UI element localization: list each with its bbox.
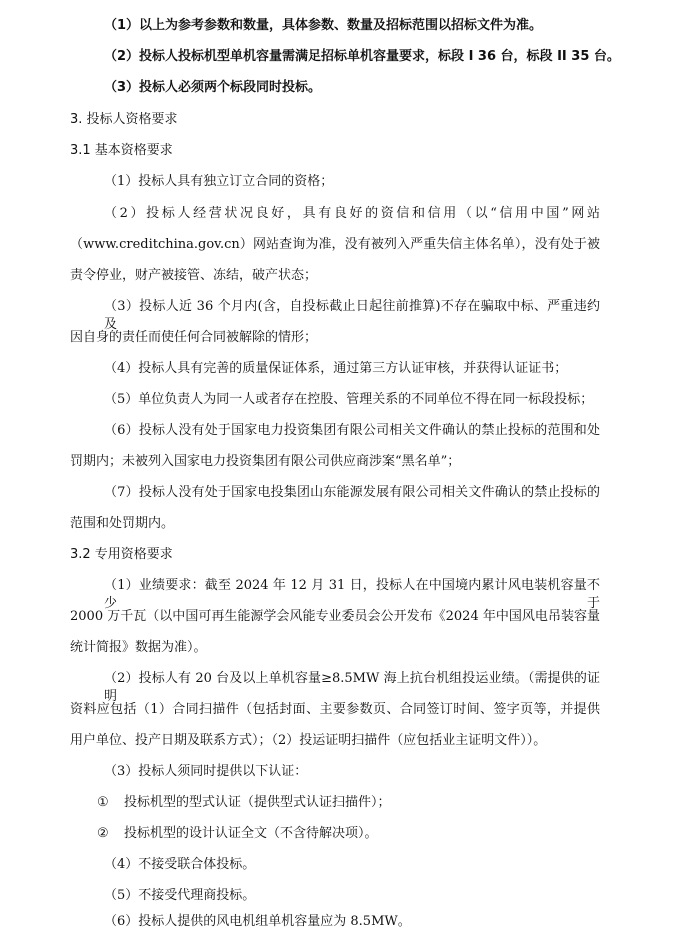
basic-item-3-line-1: （3）投标人近 36 个月内(含，自投标截止日起往前推算)不存在骗取中标、严重违约及 <box>104 299 600 332</box>
note-2: （2）投标人投标机型单机容量需满足招标单机容量要求，标段 I 36 台，标段 II 35 台。 <box>104 49 620 64</box>
note-3: （3）投标人必须两个标段同时投标。 <box>104 80 322 95</box>
cert-1-text: 投标机型的型式认证（提供型式认证扫描件）； <box>124 795 391 810</box>
basic-item-7-line-2: 范围和处罚期内。 <box>70 516 175 531</box>
basic-item-2-line-1: （2）投标人经营状况良好，具有良好的资信和信用（以“信用中国”网站 <box>104 206 600 221</box>
cert-2-marker: ② <box>97 826 109 841</box>
basic-item-5: （5）单位负责人为同一人或者存在控股、管理关系的不同单位不得在同一标段投标； <box>104 392 594 407</box>
special-item-2-line-1: （2）投标人有 20 台及以上单机容量≥8.5MW 海上抗台机组投运业绩。（需提供的证明 <box>104 671 600 704</box>
cert-1-marker: ① <box>97 795 109 810</box>
special-item-2-line-3: 用户单位、投产日期及联系方式）；（2）投运证明扫描件（应包括业主证明文件））。 <box>70 733 547 748</box>
basic-item-2-line-2: （www.creditchina.gov.cn）网站查询为准，没有被列入严重失信主体名单），没有处于被 <box>70 237 600 252</box>
basic-item-6-line-1: （6）投标人没有处于国家电力投资集团有限公司相关文件确认的禁止投标的范围和处 <box>104 423 600 438</box>
cert-2-text: 投标机型的设计认证全文（不含待解决项）。 <box>124 826 378 841</box>
special-item-3: （3）投标人须同时提供以下认证： <box>104 764 308 779</box>
section-3-heading: 3. 投标人资格要求 <box>70 112 178 127</box>
special-item-4: （4）不接受联合体投标。 <box>104 857 256 872</box>
special-item-2-line-2: 资料应包括（1）合同扫描件（包括封面、主要参数页、合同签订时间、签字页等，并提供 <box>70 702 600 717</box>
special-item-1-line-1: （1）业绩要求：截至 2024 年 12 月 31 日，投标人在中国境内累计风电装机容量不少于 <box>104 578 600 611</box>
basic-item-2-line-3: 责令停业，财产被接管、冻结，破产状态； <box>70 268 318 283</box>
section-3-1-heading: 3.1 基本资格要求 <box>70 143 173 158</box>
special-item-5: （5）不接受代理商投标。 <box>104 888 256 903</box>
special-item-1-line-2: 2000 万千瓦（以中国可再生能源学会风能专业委员会公开发布《2024 年中国风电吊装容量 <box>70 609 600 624</box>
basic-item-4: （4）投标人具有完善的质量保证体系，通过第三方认证审核，并获得认证证书； <box>104 361 568 376</box>
basic-item-1: （1）投标人具有独立订立合同的资格； <box>104 174 334 189</box>
basic-item-6-line-2: 罚期内；未被列入国家电力投资集团有限公司供应商涉案“黑名单”； <box>70 454 461 469</box>
basic-item-3-line-2: 因自身的责任而使任何合同被解除的情形； <box>70 330 318 345</box>
special-item-1-line-3: 统计简报》数据为准）。 <box>70 640 207 655</box>
section-3-2-heading: 3.2 专用资格要求 <box>70 547 173 562</box>
note-1: （1）以上为参考参数和数量，具体参数、数量及招标范围以招标文件为准。 <box>104 18 543 33</box>
basic-item-7-line-1: （7）投标人没有处于国家电投集团山东能源发展有限公司相关文件确认的禁止投标的 <box>104 485 600 500</box>
special-item-6: （6）投标人提供的风电机组单机容量应为 8.5MW。 <box>104 914 411 929</box>
